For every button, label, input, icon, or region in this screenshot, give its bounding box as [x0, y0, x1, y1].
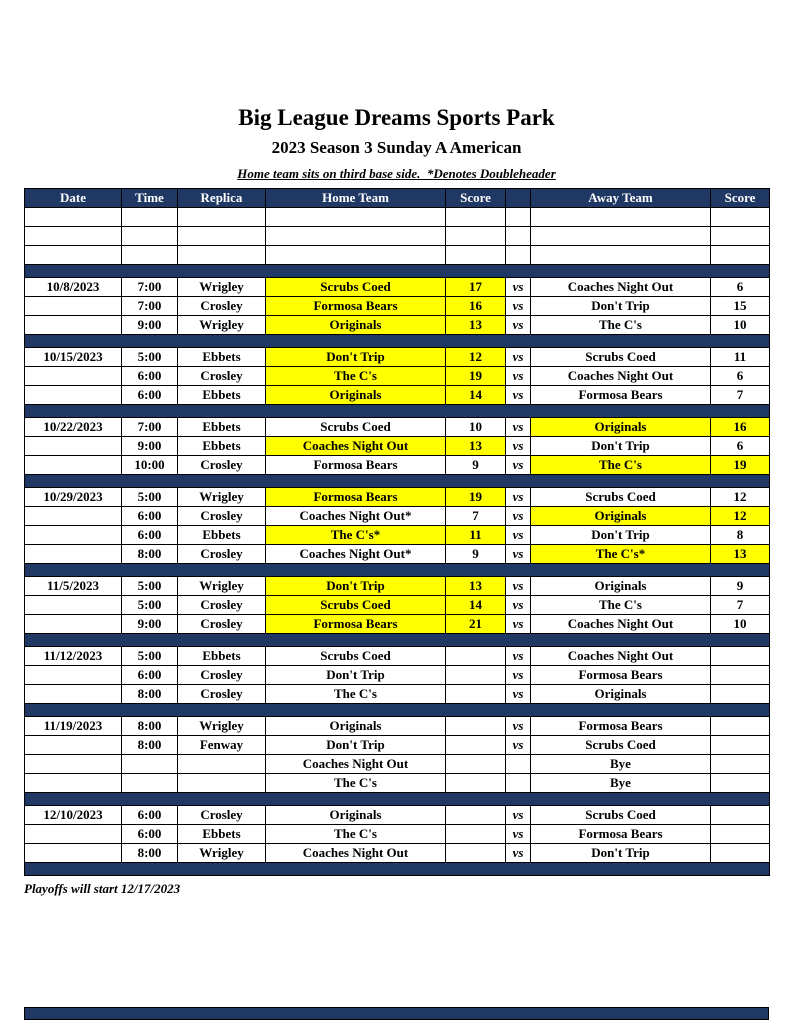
date-cell: [25, 844, 122, 863]
replica-cell: Crosley: [178, 615, 266, 634]
separator-bar: [25, 863, 770, 876]
time-cell: 5:00: [122, 348, 178, 367]
home-score-cell: 9: [446, 545, 506, 564]
home-score-cell: [446, 844, 506, 863]
date-cell: [25, 774, 122, 793]
away-team-cell: Formosa Bears: [531, 386, 711, 405]
date-cell: [25, 545, 122, 564]
table-body: [25, 208, 770, 876]
vs-cell: vs: [506, 456, 531, 475]
game-row: [25, 418, 770, 437]
time-cell: 6:00: [122, 526, 178, 545]
home-score-cell: 13: [446, 577, 506, 596]
away-score-cell: [711, 774, 770, 793]
vs-cell: vs: [506, 844, 531, 863]
time-cell: 8:00: [122, 545, 178, 564]
game-row: [25, 297, 770, 316]
date-cell: [25, 736, 122, 755]
replica-cell: [178, 755, 266, 774]
away-team-cell: Originals: [531, 507, 711, 526]
time-cell: 8:00: [122, 844, 178, 863]
empty-cell: [178, 227, 266, 246]
home-team-cell: Don't Trip: [266, 736, 446, 755]
home-team-cell: Originals: [266, 386, 446, 405]
time-cell: 8:00: [122, 685, 178, 704]
home-score-cell: 17: [446, 278, 506, 297]
date-cell: 12/10/2023: [25, 806, 122, 825]
time-cell: 9:00: [122, 316, 178, 335]
home-team-cell: The C's: [266, 825, 446, 844]
date-cell: [25, 316, 122, 335]
game-row: [25, 526, 770, 545]
time-cell: 6:00: [122, 386, 178, 405]
replica-cell: Crosley: [178, 507, 266, 526]
date-cell: 10/29/2023: [25, 488, 122, 507]
date-cell: [25, 755, 122, 774]
away-score-cell: 7: [711, 386, 770, 405]
away-team-cell: Coaches Night Out: [531, 367, 711, 386]
replica-cell: Crosley: [178, 297, 266, 316]
away-score-cell: 10: [711, 316, 770, 335]
vs-cell: vs: [506, 507, 531, 526]
home-score-cell: [446, 666, 506, 685]
away-team-cell: Don't Trip: [531, 437, 711, 456]
away-team-cell: Originals: [531, 685, 711, 704]
away-team-cell: Coaches Night Out: [531, 615, 711, 634]
vs-cell: vs: [506, 806, 531, 825]
away-score-cell: [711, 755, 770, 774]
empty-row: [25, 208, 770, 227]
away-team-cell: The C's: [531, 596, 711, 615]
empty-cell: [506, 246, 531, 265]
replica-cell: Ebbets: [178, 386, 266, 405]
game-row: [25, 507, 770, 526]
date-cell: 11/12/2023: [25, 647, 122, 666]
vs-cell: [506, 774, 531, 793]
time-cell: 5:00: [122, 596, 178, 615]
away-score-cell: 6: [711, 437, 770, 456]
game-row: [25, 367, 770, 386]
column-header-score: Score: [446, 189, 506, 208]
empty-cell: [506, 227, 531, 246]
home-score-cell: 12: [446, 348, 506, 367]
replica-cell: Ebbets: [178, 418, 266, 437]
home-team-cell: Formosa Bears: [266, 297, 446, 316]
vs-cell: vs: [506, 437, 531, 456]
away-team-cell: Formosa Bears: [531, 825, 711, 844]
game-row: [25, 456, 770, 475]
time-cell: 7:00: [122, 278, 178, 297]
vs-cell: vs: [506, 367, 531, 386]
empty-cell: [711, 208, 770, 227]
replica-cell: Ebbets: [178, 647, 266, 666]
time-cell: 7:00: [122, 418, 178, 437]
replica-cell: Crosley: [178, 545, 266, 564]
date-cell: [25, 297, 122, 316]
home-score-cell: 11: [446, 526, 506, 545]
home-score-cell: 19: [446, 488, 506, 507]
game-row: [25, 647, 770, 666]
date-cell: [25, 507, 122, 526]
time-cell: 5:00: [122, 488, 178, 507]
home-score-cell: [446, 755, 506, 774]
home-score-cell: 9: [446, 456, 506, 475]
page-subtitle: 2023 Season 3 Sunday A American: [271, 138, 522, 157]
game-row: [25, 545, 770, 564]
separator-row: [25, 704, 770, 717]
date-cell: 11/5/2023: [25, 577, 122, 596]
vs-cell: vs: [506, 615, 531, 634]
empty-cell: [122, 227, 178, 246]
replica-cell: Crosley: [178, 806, 266, 825]
empty-cell: [178, 208, 266, 227]
date-cell: [25, 685, 122, 704]
replica-cell: Ebbets: [178, 348, 266, 367]
game-row: [25, 666, 770, 685]
date-cell: 10/15/2023: [25, 348, 122, 367]
away-team-cell: Bye: [531, 774, 711, 793]
game-row: [25, 386, 770, 405]
separator-row: [25, 793, 770, 806]
vs-cell: vs: [506, 545, 531, 564]
replica-cell: Fenway: [178, 736, 266, 755]
empty-cell: [266, 208, 446, 227]
bottom-bar: [24, 1007, 769, 1020]
empty-cell: [506, 208, 531, 227]
away-team-cell: Scrubs Coed: [531, 488, 711, 507]
away-team-cell: Scrubs Coed: [531, 736, 711, 755]
game-row: [25, 488, 770, 507]
date-cell: [25, 456, 122, 475]
replica-cell: Crosley: [178, 685, 266, 704]
away-score-cell: [711, 736, 770, 755]
time-cell: 7:00: [122, 297, 178, 316]
vs-cell: vs: [506, 386, 531, 405]
away-score-cell: [711, 666, 770, 685]
away-team-cell: Originals: [531, 418, 711, 437]
time-cell: [122, 755, 178, 774]
date-cell: [25, 615, 122, 634]
date-cell: 10/22/2023: [25, 418, 122, 437]
time-cell: 6:00: [122, 507, 178, 526]
game-row: [25, 736, 770, 755]
date-cell: [25, 367, 122, 386]
away-team-cell: Bye: [531, 755, 711, 774]
game-row: [25, 615, 770, 634]
vs-cell: vs: [506, 647, 531, 666]
home-score-cell: [446, 806, 506, 825]
away-score-cell: 7: [711, 596, 770, 615]
home-score-cell: [446, 774, 506, 793]
date-cell: [25, 825, 122, 844]
game-row: [25, 437, 770, 456]
game-row: [25, 685, 770, 704]
replica-cell: Wrigley: [178, 278, 266, 297]
column-header-time: Time: [122, 189, 178, 208]
vs-cell: vs: [506, 825, 531, 844]
empty-cell: [711, 227, 770, 246]
away-team-cell: Originals: [531, 577, 711, 596]
separator-row: [25, 863, 770, 876]
separator-bar: [25, 634, 770, 647]
vs-cell: vs: [506, 348, 531, 367]
away-team-cell: Coaches Night Out: [531, 278, 711, 297]
home-score-cell: [446, 825, 506, 844]
separator-row: [25, 405, 770, 418]
home-team-cell: Originals: [266, 717, 446, 736]
empty-row: [25, 246, 770, 265]
home-team-cell: The C's: [266, 685, 446, 704]
date-cell: [25, 526, 122, 545]
away-team-cell: The C's*: [531, 545, 711, 564]
schedule-table: [24, 188, 770, 876]
column-header-vs: [506, 189, 531, 208]
empty-cell: [25, 246, 122, 265]
home-team-cell: The C's: [266, 367, 446, 386]
empty-cell: [25, 227, 122, 246]
away-score-cell: 11: [711, 348, 770, 367]
away-score-cell: [711, 844, 770, 863]
home-team-cell: Scrubs Coed: [266, 418, 446, 437]
separator-row: [25, 265, 770, 278]
separator-bar: [25, 265, 770, 278]
home-score-cell: 13: [446, 437, 506, 456]
away-score-cell: 6: [711, 278, 770, 297]
empty-cell: [122, 246, 178, 265]
home-score-cell: 14: [446, 386, 506, 405]
replica-cell: Wrigley: [178, 844, 266, 863]
replica-cell: Crosley: [178, 456, 266, 475]
time-cell: 6:00: [122, 825, 178, 844]
game-row: [25, 755, 770, 774]
away-team-cell: Don't Trip: [531, 526, 711, 545]
away-score-cell: 13: [711, 545, 770, 564]
vs-cell: vs: [506, 278, 531, 297]
replica-cell: Wrigley: [178, 316, 266, 335]
away-team-cell: Scrubs Coed: [531, 348, 711, 367]
time-cell: 8:00: [122, 736, 178, 755]
page-note: Home team sits on third base side. *Denotes Doubleheader: [237, 166, 556, 181]
time-cell: 8:00: [122, 717, 178, 736]
home-score-cell: [446, 685, 506, 704]
away-score-cell: [711, 825, 770, 844]
away-score-cell: 9: [711, 577, 770, 596]
vs-cell: vs: [506, 596, 531, 615]
replica-cell: Ebbets: [178, 526, 266, 545]
away-score-cell: 12: [711, 488, 770, 507]
away-score-cell: 16: [711, 418, 770, 437]
separator-bar: [25, 793, 770, 806]
empty-cell: [266, 246, 446, 265]
game-row: [25, 844, 770, 863]
separator-row: [25, 564, 770, 577]
page-title: Big League Dreams Sports Park: [238, 105, 555, 130]
home-team-cell: Coaches Night Out: [266, 437, 446, 456]
away-score-cell: 8: [711, 526, 770, 545]
home-team-cell: Originals: [266, 316, 446, 335]
home-score-cell: 7: [446, 507, 506, 526]
home-team-cell: Don't Trip: [266, 666, 446, 685]
empty-cell: [446, 227, 506, 246]
time-cell: 9:00: [122, 615, 178, 634]
table-header-row: [25, 189, 770, 208]
column-header-home-team: Home Team: [266, 189, 446, 208]
date-cell: 10/8/2023: [25, 278, 122, 297]
date-cell: [25, 386, 122, 405]
game-row: [25, 596, 770, 615]
time-cell: 6:00: [122, 666, 178, 685]
away-score-cell: 19: [711, 456, 770, 475]
column-header-score: Score: [711, 189, 770, 208]
vs-cell: vs: [506, 717, 531, 736]
separator-row: [25, 335, 770, 348]
separator-bar: [25, 704, 770, 717]
vs-cell: vs: [506, 297, 531, 316]
away-team-cell: Formosa Bears: [531, 666, 711, 685]
separator-bar: [25, 335, 770, 348]
game-row: [25, 825, 770, 844]
empty-cell: [446, 208, 506, 227]
replica-cell: Ebbets: [178, 825, 266, 844]
replica-cell: Ebbets: [178, 437, 266, 456]
home-score-cell: 16: [446, 297, 506, 316]
away-team-cell: Don't Trip: [531, 297, 711, 316]
replica-cell: Crosley: [178, 596, 266, 615]
replica-cell: Wrigley: [178, 577, 266, 596]
game-row: [25, 717, 770, 736]
column-header-replica: Replica: [178, 189, 266, 208]
game-row: [25, 577, 770, 596]
vs-cell: [506, 755, 531, 774]
game-row: [25, 774, 770, 793]
replica-cell: Wrigley: [178, 717, 266, 736]
home-team-cell: Don't Trip: [266, 577, 446, 596]
home-team-cell: Coaches Night Out*: [266, 545, 446, 564]
away-score-cell: [711, 685, 770, 704]
away-score-cell: [711, 647, 770, 666]
home-score-cell: 19: [446, 367, 506, 386]
away-score-cell: 15: [711, 297, 770, 316]
separator-row: [25, 634, 770, 647]
away-team-cell: Coaches Night Out: [531, 647, 711, 666]
home-team-cell: Don't Trip: [266, 348, 446, 367]
home-team-cell: Formosa Bears: [266, 615, 446, 634]
home-team-cell: Coaches Night Out*: [266, 507, 446, 526]
away-team-cell: Formosa Bears: [531, 717, 711, 736]
vs-cell: vs: [506, 577, 531, 596]
separator-bar: [25, 405, 770, 418]
empty-cell: [122, 208, 178, 227]
vs-cell: vs: [506, 418, 531, 437]
separator-bar: [25, 564, 770, 577]
home-team-cell: Coaches Night Out: [266, 755, 446, 774]
home-team-cell: Formosa Bears: [266, 488, 446, 507]
vs-cell: vs: [506, 685, 531, 704]
home-team-cell: Originals: [266, 806, 446, 825]
replica-cell: [178, 774, 266, 793]
empty-cell: [446, 246, 506, 265]
away-score-cell: [711, 717, 770, 736]
time-cell: 6:00: [122, 806, 178, 825]
home-score-cell: [446, 717, 506, 736]
home-score-cell: 14: [446, 596, 506, 615]
away-score-cell: 10: [711, 615, 770, 634]
vs-cell: vs: [506, 488, 531, 507]
home-team-cell: Coaches Night Out: [266, 844, 446, 863]
home-score-cell: [446, 647, 506, 666]
home-score-cell: 10: [446, 418, 506, 437]
playoffs-note: Playoffs will start 12/17/2023: [24, 881, 181, 896]
separator-bar: [25, 475, 770, 488]
home-team-cell: Scrubs Coed: [266, 278, 446, 297]
vs-cell: vs: [506, 736, 531, 755]
away-team-cell: The C's: [531, 456, 711, 475]
empty-cell: [178, 246, 266, 265]
game-row: [25, 278, 770, 297]
away-score-cell: 6: [711, 367, 770, 386]
separator-row: [25, 475, 770, 488]
home-score-cell: 13: [446, 316, 506, 335]
home-team-cell: The C's*: [266, 526, 446, 545]
game-row: [25, 806, 770, 825]
column-header-date: Date: [25, 189, 122, 208]
date-cell: [25, 596, 122, 615]
home-team-cell: Scrubs Coed: [266, 596, 446, 615]
column-header-away-team: Away Team: [531, 189, 711, 208]
away-team-cell: The C's: [531, 316, 711, 335]
away-team-cell: Don't Trip: [531, 844, 711, 863]
empty-cell: [266, 227, 446, 246]
home-team-cell: Scrubs Coed: [266, 647, 446, 666]
home-team-cell: The C's: [266, 774, 446, 793]
vs-cell: vs: [506, 316, 531, 335]
empty-cell: [531, 246, 711, 265]
away-team-cell: Scrubs Coed: [531, 806, 711, 825]
home-team-cell: Formosa Bears: [266, 456, 446, 475]
time-cell: 6:00: [122, 367, 178, 386]
time-cell: 10:00: [122, 456, 178, 475]
vs-cell: vs: [506, 666, 531, 685]
home-score-cell: 21: [446, 615, 506, 634]
replica-cell: Crosley: [178, 666, 266, 685]
game-row: [25, 316, 770, 335]
time-cell: [122, 774, 178, 793]
empty-row: [25, 227, 770, 246]
empty-cell: [711, 246, 770, 265]
vs-cell: vs: [506, 526, 531, 545]
game-row: [25, 348, 770, 367]
home-score-cell: [446, 736, 506, 755]
empty-cell: [531, 208, 711, 227]
date-cell: [25, 666, 122, 685]
empty-cell: [531, 227, 711, 246]
time-cell: 9:00: [122, 437, 178, 456]
empty-cell: [25, 208, 122, 227]
away-score-cell: 12: [711, 507, 770, 526]
time-cell: 5:00: [122, 577, 178, 596]
replica-cell: Crosley: [178, 367, 266, 386]
date-cell: 11/19/2023: [25, 717, 122, 736]
time-cell: 5:00: [122, 647, 178, 666]
away-score-cell: [711, 806, 770, 825]
date-cell: [25, 437, 122, 456]
replica-cell: Wrigley: [178, 488, 266, 507]
